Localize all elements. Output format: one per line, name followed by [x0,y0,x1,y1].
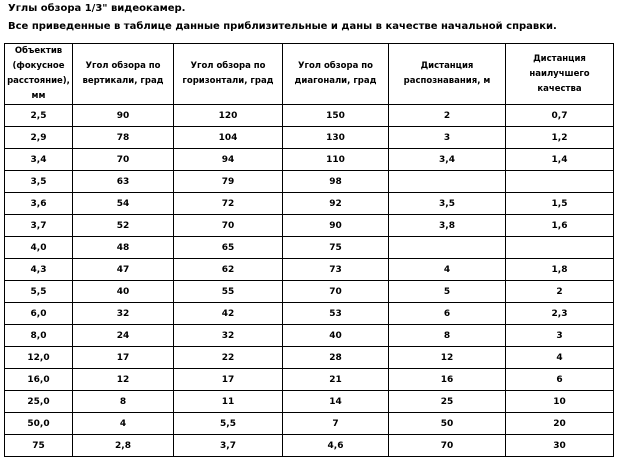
cell-recognition-distance: 3,5 [389,193,506,215]
table-header-row [5,44,614,105]
cell-best-quality-distance: 1,4 [506,149,614,171]
cell-recognition-distance [389,237,506,259]
cell-diagonal-angle: 14 [283,391,389,413]
cell-best-quality-distance: 10 [506,391,614,413]
table-row [5,193,614,215]
header-recognition-distance: Дистанция распознавания, м [389,44,506,105]
viewing-angles-table [4,43,614,457]
table-row [5,435,614,457]
cell-recognition-distance: 5 [389,281,506,303]
table-row [5,347,614,369]
cell-best-quality-distance: 1,8 [506,259,614,281]
cell-recognition-distance: 50 [389,413,506,435]
cell-diagonal-angle: 4,6 [283,435,389,457]
cell-recognition-distance: 70 [389,435,506,457]
cell-focal-length: 4,0 [5,237,73,259]
cell-best-quality-distance: 1,6 [506,215,614,237]
cell-recognition-distance: 3 [389,127,506,149]
cell-recognition-distance: 16 [389,369,506,391]
cell-diagonal-angle: 40 [283,325,389,347]
cell-vertical-angle: 8 [73,391,174,413]
cell-focal-length: 3,5 [5,171,73,193]
cell-best-quality-distance: 0,7 [506,105,614,127]
page-subtitle: Все приведенные в таблице данные приблизительные и даны в качестве начальной справки. [8,21,557,32]
table-row [5,237,614,259]
cell-diagonal-angle: 53 [283,303,389,325]
table-row [5,105,614,127]
cell-focal-length: 50,0 [5,413,73,435]
table-row [5,391,614,413]
table-row [5,281,614,303]
cell-best-quality-distance: 4 [506,347,614,369]
cell-best-quality-distance: 2,3 [506,303,614,325]
cell-diagonal-angle: 150 [283,105,389,127]
table-row [5,325,614,347]
cell-recognition-distance: 3,4 [389,149,506,171]
cell-horizontal-angle: 104 [174,127,283,149]
cell-diagonal-angle: 98 [283,171,389,193]
cell-focal-length: 16,0 [5,369,73,391]
cell-vertical-angle: 40 [73,281,174,303]
cell-focal-length: 6,0 [5,303,73,325]
cell-vertical-angle: 90 [73,105,174,127]
cell-horizontal-angle: 65 [174,237,283,259]
table-body [5,105,614,457]
cell-focal-length: 3,7 [5,215,73,237]
cell-focal-length: 5,5 [5,281,73,303]
cell-horizontal-angle: 17 [174,369,283,391]
header-best-quality-distance: Дистанция наилучшего качества [506,44,614,105]
cell-vertical-angle: 63 [73,171,174,193]
cell-focal-length: 4,3 [5,259,73,281]
cell-horizontal-angle: 22 [174,347,283,369]
cell-diagonal-angle: 110 [283,149,389,171]
header-vertical-angle: Угол обзора по вертикали, град [73,44,174,105]
cell-best-quality-distance: 30 [506,435,614,457]
cell-horizontal-angle: 120 [174,105,283,127]
cell-horizontal-angle: 72 [174,193,283,215]
cell-vertical-angle: 70 [73,149,174,171]
cell-horizontal-angle: 94 [174,149,283,171]
cell-horizontal-angle: 62 [174,259,283,281]
cell-recognition-distance: 12 [389,347,506,369]
cell-diagonal-angle: 28 [283,347,389,369]
cell-vertical-angle: 52 [73,215,174,237]
cell-horizontal-angle: 79 [174,171,283,193]
page-title: Углы обзора 1/3" видеокамер. [8,3,186,14]
cell-best-quality-distance [506,237,614,259]
cell-horizontal-angle: 42 [174,303,283,325]
cell-horizontal-angle: 5,5 [174,413,283,435]
cell-focal-length: 8,0 [5,325,73,347]
header-focal-length: Объектив (фокусное расстояние), мм [5,44,73,105]
cell-horizontal-angle: 11 [174,391,283,413]
cell-diagonal-angle: 75 [283,237,389,259]
cell-diagonal-angle: 7 [283,413,389,435]
cell-best-quality-distance: 1,2 [506,127,614,149]
cell-recognition-distance: 8 [389,325,506,347]
cell-horizontal-angle: 70 [174,215,283,237]
cell-best-quality-distance: 6 [506,369,614,391]
cell-best-quality-distance: 3 [506,325,614,347]
cell-focal-length: 2,9 [5,127,73,149]
header-diagonal-angle: Угол обзора по диагонали, град [283,44,389,105]
header-horizontal-angle: Угол обзора по горизонтали, град [174,44,283,105]
cell-vertical-angle: 48 [73,237,174,259]
cell-diagonal-angle: 70 [283,281,389,303]
table-row [5,171,614,193]
cell-best-quality-distance: 2 [506,281,614,303]
table-row [5,215,614,237]
table-row [5,149,614,171]
table-row [5,259,614,281]
cell-vertical-angle: 2,8 [73,435,174,457]
cell-focal-length: 3,6 [5,193,73,215]
cell-diagonal-angle: 21 [283,369,389,391]
cell-recognition-distance: 3,8 [389,215,506,237]
cell-focal-length: 12,0 [5,347,73,369]
cell-recognition-distance: 4 [389,259,506,281]
cell-diagonal-angle: 90 [283,215,389,237]
cell-diagonal-angle: 73 [283,259,389,281]
table-row [5,127,614,149]
cell-focal-length: 75 [5,435,73,457]
cell-vertical-angle: 24 [73,325,174,347]
cell-vertical-angle: 17 [73,347,174,369]
cell-diagonal-angle: 130 [283,127,389,149]
cell-best-quality-distance [506,171,614,193]
cell-best-quality-distance: 1,5 [506,193,614,215]
cell-focal-length: 3,4 [5,149,73,171]
cell-vertical-angle: 32 [73,303,174,325]
cell-vertical-angle: 4 [73,413,174,435]
table-row [5,303,614,325]
cell-best-quality-distance: 20 [506,413,614,435]
cell-recognition-distance: 25 [389,391,506,413]
cell-recognition-distance: 6 [389,303,506,325]
cell-diagonal-angle: 92 [283,193,389,215]
cell-horizontal-angle: 55 [174,281,283,303]
cell-focal-length: 25,0 [5,391,73,413]
cell-vertical-angle: 78 [73,127,174,149]
cell-horizontal-angle: 32 [174,325,283,347]
cell-recognition-distance: 2 [389,105,506,127]
cell-vertical-angle: 12 [73,369,174,391]
cell-recognition-distance [389,171,506,193]
cell-vertical-angle: 47 [73,259,174,281]
cell-horizontal-angle: 3,7 [174,435,283,457]
cell-vertical-angle: 54 [73,193,174,215]
table-row [5,413,614,435]
cell-focal-length: 2,5 [5,105,73,127]
table-row [5,369,614,391]
